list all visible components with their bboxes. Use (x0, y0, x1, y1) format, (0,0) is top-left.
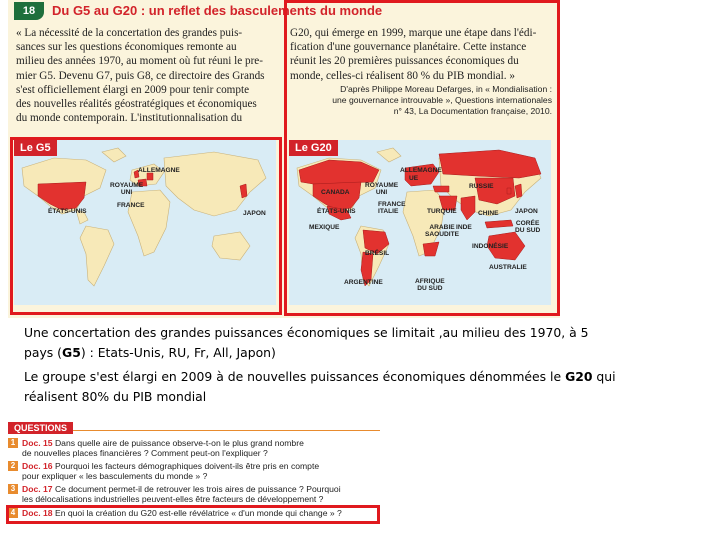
caption-g5-line1: Une concertation des grandes puissances économiques se limitait ,au milieu des 1970, à 5 (24, 325, 589, 340)
quote-line: des nouvelles réalités géostratégiques et économiques (16, 98, 257, 111)
label-indonesie: INDONÉSIE (472, 243, 509, 250)
question-text: Doc. 18 En quoi la création du G20 est-elle révélatrice « d'un monde qui change » ? (22, 508, 342, 518)
label-australie: AUSTRALIE (489, 264, 527, 271)
doc-number-badge: 18 (14, 2, 44, 20)
question-text: Doc. 15 Dans quelle aire de puissance observe-t-on le plus grand nombre de nouvelles places financières ? Comment peut-on l'expliquer ? (22, 438, 304, 459)
label-canada: CANADA (321, 189, 350, 196)
question-number: 3 (8, 484, 18, 494)
quote-line: milieu des années 1970, au moment où fut réuni le pre- (16, 55, 263, 68)
label-etats-unis: ÉTATS-UNIS (48, 208, 87, 215)
quote-line: du monde contemporain. L'institutionnalisation du (16, 112, 243, 125)
caption-g5-line2: pays (G5) : Etats-Unis, RU, Fr, All, Japon) (24, 345, 276, 360)
source-line: une gouvernance introuvable », Questions internationales (332, 95, 552, 105)
question-number: 4 (8, 508, 18, 518)
source-line: D'après Philippe Moreau Defarges, in « Mondialisation : (340, 84, 552, 94)
caption-g20 (24, 367, 704, 407)
quote-line: mier G5. Devenu G7, puis G8, ce directoire des Grands (16, 69, 265, 82)
quote-line: fication d'une gouvernance planétaire. Cette instance (290, 41, 527, 54)
label-allemagne: ALLEMAGNE (138, 167, 180, 174)
label-allemagne: ALLEMAGNE (400, 167, 442, 174)
label-france: FRANCE (117, 202, 145, 209)
question-number: 1 (8, 438, 18, 448)
label-france: FRANCE (378, 201, 406, 208)
label-etats-unis: ÉTATS-UNIS (317, 208, 356, 215)
label-arabie-saoudite: ARABIE SAOUDITE (425, 224, 460, 238)
quote-left (16, 26, 278, 125)
highlight-question-4 (6, 505, 380, 524)
highlight-g20-map (284, 0, 560, 316)
question-text: Doc. 17 Ce document permet-il de retrouver les trois aires de puissance ? Pourquoi les délocalisations industrielles peuvent-elles être facteurs de développement ? (22, 484, 341, 505)
quote-line: s'est officiellement élargi en 2009 pour tenir compte (16, 83, 250, 96)
source-line: n° 43, La Documentation française, 2010. (393, 106, 552, 116)
label-argentine: ARGENTINE (344, 279, 383, 286)
caption-g5 (24, 323, 704, 363)
label-mexique: MEXIQUE (309, 224, 340, 231)
questions-header: QUESTIONS (8, 418, 380, 431)
label-coree-du-sud: CORÉE DU SUD (515, 220, 541, 234)
label-bresil: BRÉSIL (365, 250, 390, 257)
doc-title: Du G5 au G20 : un reflet des basculements du monde (52, 3, 383, 18)
label-italie: ITALIE (378, 208, 399, 215)
label-japon: JAPON (515, 208, 538, 215)
label-japon: JAPON (243, 210, 266, 217)
caption-g20-line2: réalisent 80% du PIB mondial (24, 389, 207, 404)
label-inde: INDE (456, 224, 472, 231)
map-tag-g20: Le G20 (289, 140, 338, 156)
caption-g20-line1: Le groupe s'est élargi en 2009 à de nouvelles puissances économiques dénommées le G20 qui (24, 369, 616, 384)
quote-line: « La nécessité de la concertation des grandes puis- (16, 27, 243, 39)
highlight-g5-map (10, 137, 282, 315)
quote-line: sances sur les questions économiques remonte au (16, 41, 237, 54)
label-ue: UE (409, 175, 419, 182)
quote-line: réunit les 20 premières puissances économiques du (290, 55, 519, 68)
question-number: 2 (8, 461, 18, 471)
quote-line: monde, celles-ci réalisent 80 % du PIB mondial. » (290, 69, 515, 82)
map-tag-g5: Le G5 (14, 140, 57, 156)
question-text: Doc. 16 Pourquoi les facteurs démographiques doivent-ils être pris en compte pour expliquer « les basculements du monde » ? (22, 461, 320, 482)
label-turquie: TURQUIE (427, 208, 457, 215)
label-afrique-du-sud: AFRIQUE DU SUD (415, 278, 445, 292)
label-royaume-uni: ROYAUME UNI (110, 182, 144, 196)
label-royaume-uni: ROYAUME UNI (365, 182, 399, 196)
label-chine: CHINE (478, 210, 499, 217)
quote-line: G20, qui émerge en 1999, marque une étape dans l'édi- (290, 27, 537, 39)
label-russie: RUSSIE (469, 183, 494, 190)
